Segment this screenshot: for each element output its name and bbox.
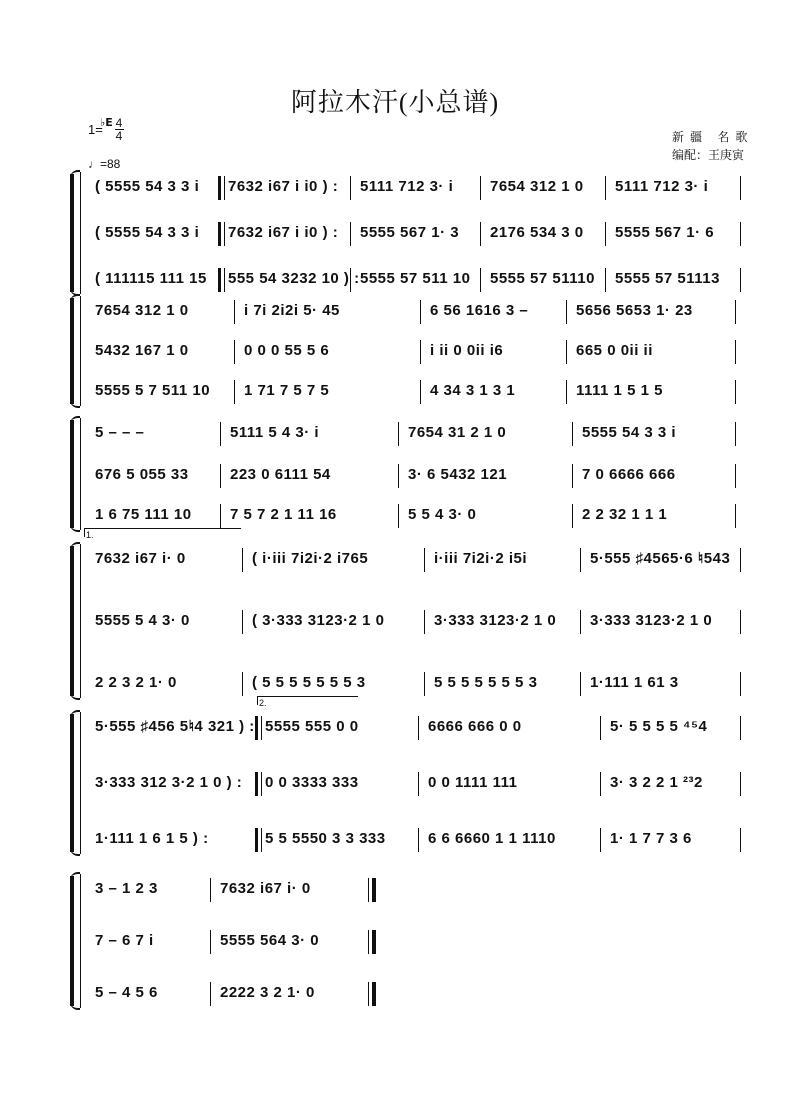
measure: 2176 534 3 0 bbox=[490, 224, 584, 241]
barline bbox=[210, 930, 211, 954]
barline bbox=[234, 380, 235, 404]
barline bbox=[210, 878, 211, 902]
measure: 7654 312 1 0 bbox=[95, 302, 189, 319]
time-signature bbox=[114, 117, 124, 142]
measure: 1 6 75 111 10 bbox=[95, 506, 192, 523]
barline bbox=[600, 828, 601, 852]
barline bbox=[605, 176, 606, 200]
barline bbox=[420, 380, 421, 404]
measure: 3·333 312 3·2 1 0 ) : bbox=[95, 774, 243, 791]
measure: 1· 1 7 7 3 6 bbox=[610, 830, 692, 847]
measure: 5111 5 4 3· i bbox=[230, 424, 320, 441]
measure: 1111 1 5 1 5 bbox=[576, 382, 663, 399]
barline bbox=[242, 548, 243, 572]
volta-bracket bbox=[257, 696, 358, 705]
barline bbox=[740, 548, 741, 572]
measure: 7632 i67 i· 0 bbox=[95, 550, 186, 567]
repeat-barline bbox=[255, 772, 258, 796]
barline bbox=[572, 504, 573, 528]
measure: 3· 3 2 2 1 ²³2 bbox=[610, 774, 703, 791]
barline bbox=[350, 222, 351, 246]
composer-credit: 新疆 名歌 bbox=[672, 130, 754, 144]
measure: 5111 712 3· i bbox=[615, 178, 709, 195]
key-signature: 1= bbox=[88, 122, 103, 137]
measure: 7 5 7 2 1 11 16 bbox=[230, 506, 337, 523]
measure: 665 0 0ii ii bbox=[576, 342, 653, 359]
barline bbox=[480, 268, 481, 292]
barline bbox=[735, 464, 736, 488]
measure: 6 56 1616 3 – bbox=[430, 302, 529, 319]
barline bbox=[600, 716, 601, 740]
barline bbox=[424, 610, 425, 634]
barline bbox=[418, 716, 419, 740]
measure: 0 0 0 55 5 6 bbox=[244, 342, 330, 359]
system-line bbox=[80, 418, 81, 530]
measure: 5555 57 51110 bbox=[490, 270, 595, 287]
time-sig-bottom: 4 bbox=[115, 129, 123, 143]
measure: 5 5 5550 3 3 333 bbox=[265, 830, 386, 847]
measure: i ii 0 0ii i6 bbox=[430, 342, 504, 359]
measure: 5 – – – bbox=[95, 424, 145, 441]
measure: 5· 5 5 5 5 ⁴⁵4 bbox=[610, 718, 708, 735]
barline bbox=[735, 504, 736, 528]
measure: 5656 5653 1· 23 bbox=[576, 302, 693, 319]
measure: 5555 57 511 10 bbox=[360, 270, 471, 287]
system-bracket bbox=[70, 546, 74, 696]
system-bracket bbox=[70, 876, 74, 1006]
measure: 6666 666 0 0 bbox=[428, 718, 522, 735]
measure: 5555 5 4 3· 0 bbox=[95, 612, 190, 629]
measure: ( 5555 54 3 3 i bbox=[95, 178, 200, 195]
barline bbox=[566, 380, 567, 404]
measure: 1·111 1 6 1 5 ) : bbox=[95, 830, 209, 847]
measure: ( 5555 54 3 3 i bbox=[95, 224, 200, 241]
measure: ( i·iii 7i2i·2 i765 bbox=[252, 550, 369, 567]
barline bbox=[350, 268, 351, 292]
barline bbox=[398, 422, 399, 446]
barline bbox=[740, 716, 741, 740]
volta-bracket bbox=[84, 528, 241, 537]
measure: 0 0 3333 333 bbox=[265, 774, 359, 791]
time-sig-top: 4 bbox=[115, 116, 123, 130]
measure: 7 0 6666 666 bbox=[582, 466, 676, 483]
barline bbox=[740, 772, 741, 796]
measure: 5·555 ♯4565·6 ♮543 bbox=[590, 550, 731, 567]
measure: i 7i 2i2i 5· 45 bbox=[244, 302, 340, 319]
repeat-barline bbox=[218, 176, 221, 200]
measure: 0 0 1111 111 bbox=[428, 774, 518, 791]
barline bbox=[572, 464, 573, 488]
measure: 5555 564 3· 0 bbox=[220, 932, 320, 949]
final-barline bbox=[368, 878, 369, 902]
final-barline bbox=[368, 930, 369, 954]
barline bbox=[740, 268, 741, 292]
system-line bbox=[80, 296, 81, 406]
measure: 5 – 4 5 6 bbox=[95, 984, 158, 1001]
barline bbox=[242, 672, 243, 696]
system-bracket bbox=[70, 714, 74, 852]
barline bbox=[398, 504, 399, 528]
barline bbox=[418, 772, 419, 796]
flat-accidental: ♭E bbox=[100, 116, 113, 129]
arranger-credit: 编配：王庚寅 bbox=[672, 148, 745, 162]
repeat-barline bbox=[218, 222, 221, 246]
barline bbox=[735, 422, 736, 446]
measure: 7654 31 2 1 0 bbox=[408, 424, 507, 441]
measure: 5 5 5 5 5 5 5 3 bbox=[434, 674, 538, 691]
barline bbox=[572, 422, 573, 446]
system-line bbox=[80, 172, 81, 294]
volta-label: 2. bbox=[259, 698, 267, 708]
measure: 555 54 3232 10 ) : bbox=[228, 270, 360, 287]
barline bbox=[220, 504, 221, 528]
system-line bbox=[80, 712, 81, 854]
measure: 2 2 32 1 1 1 bbox=[582, 506, 668, 523]
barline bbox=[580, 610, 581, 634]
barline bbox=[480, 222, 481, 246]
measure: 223 0 6111 54 bbox=[230, 466, 331, 483]
measure: 7632 i67 i· 0 bbox=[220, 880, 311, 897]
repeat-barline bbox=[255, 716, 258, 740]
measure: 676 5 055 33 bbox=[95, 466, 189, 483]
measure: 5432 167 1 0 bbox=[95, 342, 189, 359]
measure: 6 6 6660 1 1 1110 bbox=[428, 830, 556, 847]
repeat-barline bbox=[218, 268, 221, 292]
measure: 2222 3 2 1· 0 bbox=[220, 984, 315, 1001]
measure: 5555 567 1· 3 bbox=[360, 224, 460, 241]
measure: 5555 54 3 3 i bbox=[582, 424, 677, 441]
measure: 5 5 4 3· 0 bbox=[408, 506, 477, 523]
barline bbox=[566, 300, 567, 324]
measure: 5111 712 3· i bbox=[360, 178, 454, 195]
barline bbox=[418, 828, 419, 852]
measure: 3·333 3123·2 1 0 bbox=[590, 612, 713, 629]
barline bbox=[234, 340, 235, 364]
measure: i·iii 7i2i·2 i5i bbox=[434, 550, 528, 567]
system-line bbox=[80, 544, 81, 698]
barline bbox=[735, 380, 736, 404]
measure: 3· 6 5432 121 bbox=[408, 466, 508, 483]
measure: 2 2 3 2 1· 0 bbox=[95, 674, 177, 691]
barline bbox=[740, 176, 741, 200]
barline bbox=[420, 300, 421, 324]
barline bbox=[350, 176, 351, 200]
barline bbox=[740, 828, 741, 852]
measure: 4 34 3 1 3 1 bbox=[430, 382, 516, 399]
measure: 5·555 ♯456 5♮4 321 ) : bbox=[95, 718, 255, 735]
measure: 7654 312 1 0 bbox=[490, 178, 584, 195]
barline bbox=[210, 982, 211, 1006]
system-line bbox=[80, 874, 81, 1008]
measure: 5555 555 0 0 bbox=[265, 718, 359, 735]
barline bbox=[242, 610, 243, 634]
barline bbox=[580, 672, 581, 696]
barline bbox=[605, 222, 606, 246]
score-title: 阿拉木汗(小总谱) bbox=[290, 88, 500, 117]
measure: 3·333 3123·2 1 0 bbox=[434, 612, 557, 629]
system-bracket bbox=[70, 298, 74, 404]
measure: 5555 5 7 511 10 bbox=[95, 382, 211, 399]
barline bbox=[740, 610, 741, 634]
repeat-barline bbox=[255, 828, 258, 852]
measure: ( 111115 111 15 bbox=[95, 270, 207, 287]
final-barline bbox=[368, 982, 369, 1006]
barline bbox=[234, 300, 235, 324]
measure: 7 – 6 7 i bbox=[95, 932, 154, 949]
measure: 5555 567 1· 6 bbox=[615, 224, 715, 241]
barline bbox=[605, 268, 606, 292]
barline bbox=[580, 548, 581, 572]
barline bbox=[220, 422, 221, 446]
volta-label: 1. bbox=[86, 530, 94, 540]
barline bbox=[398, 464, 399, 488]
barline bbox=[480, 176, 481, 200]
measure: 1 71 7 5 7 5 bbox=[244, 382, 330, 399]
barline bbox=[735, 340, 736, 364]
barline bbox=[424, 548, 425, 572]
measure: 5555 57 51113 bbox=[615, 270, 720, 287]
tempo-marking: ♩=88 bbox=[88, 157, 121, 171]
barline bbox=[420, 340, 421, 364]
barline bbox=[424, 672, 425, 696]
measure: ( 3·333 3123·2 1 0 bbox=[252, 612, 385, 629]
measure: 1·111 1 61 3 bbox=[590, 674, 679, 691]
measure: 7632 i67 i i0 ) : bbox=[228, 178, 339, 195]
measure: ( 5 5 5 5 5 5 5 3 bbox=[252, 674, 366, 691]
measure: 3 – 1 2 3 bbox=[95, 880, 158, 897]
measure: 7632 i67 i i0 ) : bbox=[228, 224, 339, 241]
system-bracket bbox=[70, 420, 74, 528]
barline bbox=[566, 340, 567, 364]
barline bbox=[735, 300, 736, 324]
barline bbox=[220, 464, 221, 488]
barline bbox=[740, 222, 741, 246]
barline bbox=[600, 772, 601, 796]
system-bracket bbox=[70, 174, 74, 292]
barline bbox=[740, 672, 741, 696]
